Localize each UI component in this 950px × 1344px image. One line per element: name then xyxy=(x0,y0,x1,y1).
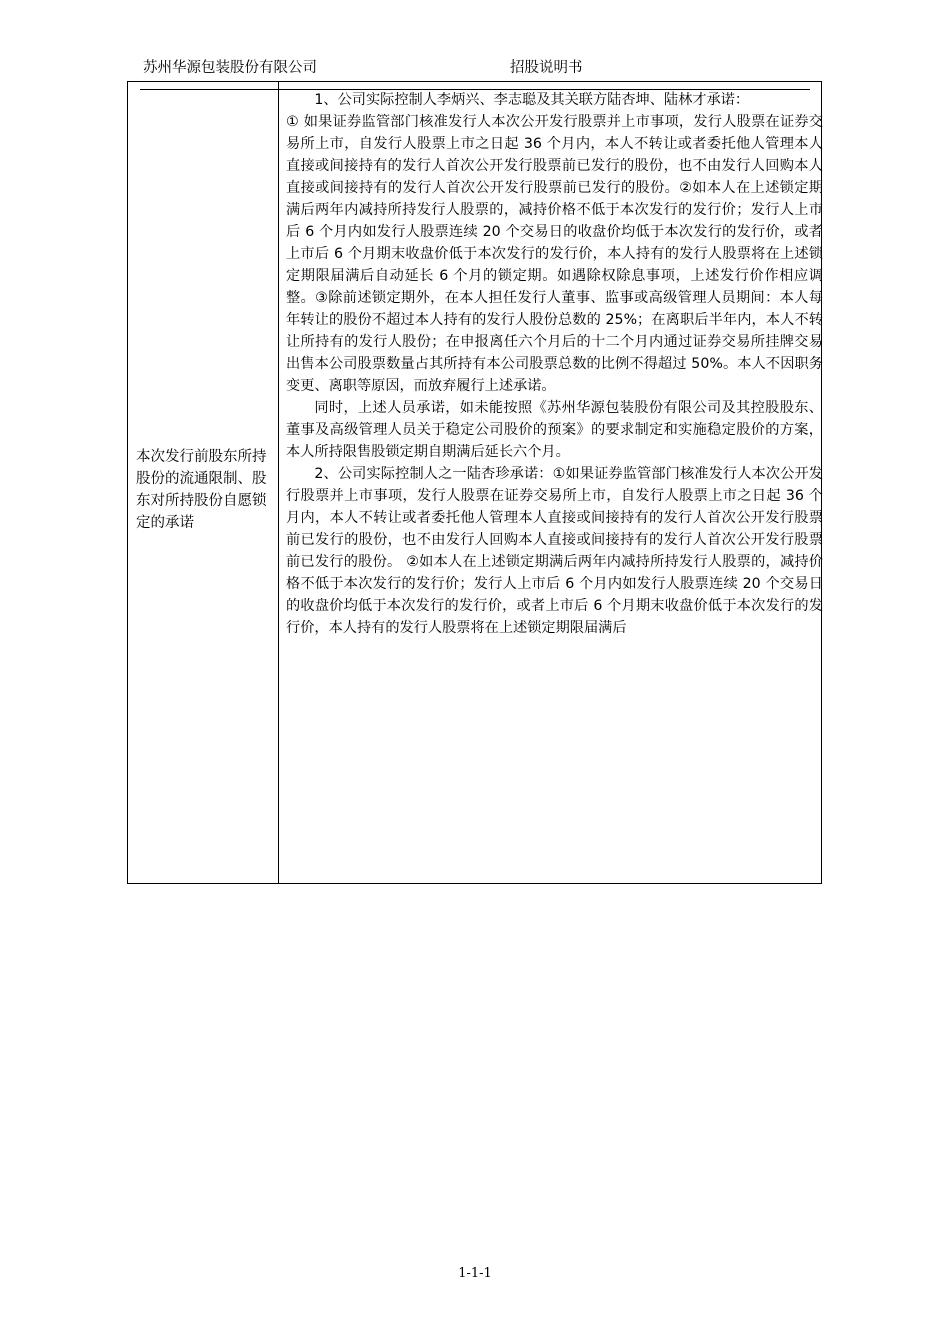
page-number: 1-1-1 xyxy=(458,1266,492,1281)
header-company-name: 苏州华源包装股份有限公司 xyxy=(143,60,317,76)
commitment-table xyxy=(127,81,822,884)
paragraph-commitment-1-intro: 1、公司实际控制人李炳兴、李志聪及其关联方陆杏坤、陆林才承诺： xyxy=(314,92,750,108)
paragraph-commitment-2: 2、公司实际控制人之一陆杏珍承诺：①如果证券监管部门核准发行人本次公开发行股票并上市事项，发行人股票在证券交易所上市，自发行人股票上市之日起 36 个月内，本人不转让或者委托他人管理本人直接或间接持有的发行人首次公开发行股票前已发行的股份，也不由发行人回购本人直接或间接持有的发行人首次公开发行股票前已发行的股份。 ②如本人在上述锁定期满后两年内减持所持发行人股票的，减持价格不低于本次发行的发行价；发行人上市后 6 个月内如发行人股票连续 20 个交易日的收盘价均低于本次发行的发行价，或者上市后 6 个月期末收盘价低于本次发行的发行价，本人持有的发行人股票将在上述锁定期限届满后 xyxy=(286,466,823,636)
header-document-title: 招股说明书 xyxy=(510,60,583,76)
table-label-text: 本次发行前股东所持股份的流通限制、股东对所持股份自愿锁定的承诺 xyxy=(136,449,267,531)
paragraph-commitment-1-body: ① 如果证券监管部门核准发行人本次公开发行股票并上市事项，发行人股票在证券交易所上市，自发行人股票上市之日起 36 个月内，本人不转让或者委托他人管理本人直接或间接持有的发行人首次公开发行股票前已发行的股份，也不由发行人回购本人直接或间接持有的发行人首次公开发行股票前已发行的股份。②如本人在上述锁定期满后两年内减持所持发行人股票的，减持价格不低于本次发行的发行价；发行人上市后 6 个月内如发行人股票连续 20 个交易日的收盘价均低于本次发行的发行价，或者上市后 6 个月期末收盘价低于本次发行的发行价，本人持有的发行人股票将在上述锁定期限届满后自动延长 6 个月的锁定期。如遇除权除息事项，上述发行价作相应调整。③除前述锁定期外，在本人担任发行人董事、监事或高级管理人员期间：本人每年转让的股份不超过本人持有的发行人股份总数的 25%；在离职后半年内，本人不转让所持有的发行人股份；在申报离任六个月后的十二个月内通过证券交易所挂牌交易出售本公司股票数量占其所持有本公司股票总数的比例不得超过 50%。本人不因职务变更、离职等原因，而放弃履行上述承诺。 xyxy=(286,114,823,394)
table-content-cell xyxy=(286,89,823,639)
page-header xyxy=(140,58,810,80)
paragraph-commitment-1-supplement: 同时，上述人员承诺，如未能按照《苏州华源包装股份有限公司及其控股股东、董事及高级管理人员关于稳定公司股价的预案》的要求制定和实施稳定股价的方案，本人所持限售股锁定期自期满后延长六个月。 xyxy=(286,400,823,460)
table-label-cell xyxy=(128,82,279,883)
